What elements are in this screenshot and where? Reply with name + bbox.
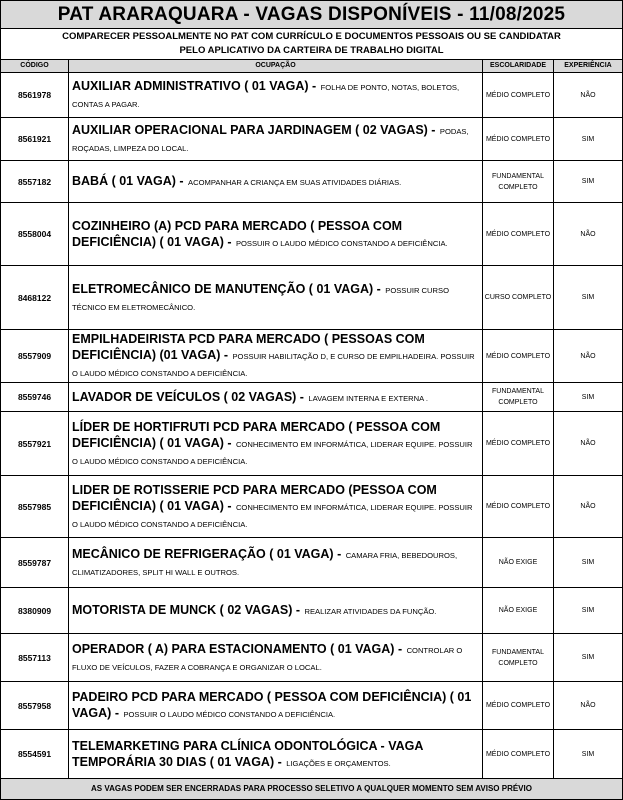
occupation-title: LÍDER DE HORTIFRUTI PCD PARA MERCADO ( PESSOA COM DEFICIÊNCIA) ( 01 VAGA) -	[72, 419, 441, 450]
job-code: 8559787	[17, 557, 52, 568]
occupation-description: POSSUIR CURSO TÉCNICO EM ELETROMECÂNICO.	[72, 285, 449, 312]
header-occupation: OCUPAÇÃO	[255, 62, 296, 69]
occupation-description: LIGAÇÕES E ORÇAMENTOS.	[286, 758, 391, 768]
occupation-title: EMPILHADEIRISTA PCD PARA MERCADO ( PESSOAS COM DEFICIÊNCIA) (01 VAGA) -	[72, 332, 425, 362]
header-education: ESCOLARIDADE	[489, 62, 546, 69]
occupation-title: PADEIRO PCD PARA MERCADO ( PESSOA COM DEFICIÊNCIA) ( 01 VAGA) -	[72, 690, 472, 720]
job-code: 8380909	[17, 605, 52, 616]
education-cell: MÉDIO COMPLETO	[485, 135, 551, 143]
header-code: CÓDIGO	[20, 62, 49, 69]
experience-cell: SIM	[581, 559, 595, 566]
occupation-cell	[72, 730, 478, 778]
column-divider	[482, 59, 483, 779]
job-code: 8559746	[17, 392, 52, 402]
job-code: 8554591	[17, 749, 52, 759]
notice-line-1: COMPARECER PESSOALMENTE NO PAT COM CURRÍCULO E DOCUMENTOS PESSOAIS OU SE CANDIDATAR	[62, 31, 561, 42]
column-divider	[553, 59, 554, 779]
table-row	[1, 412, 622, 476]
occupation-title: OPERADOR ( A) PARA ESTACIONAMENTO ( 01 VAGA) -	[72, 641, 403, 656]
occupation-title: LIDER DE ROTISSERIE PCD PARA MERCADO (PESSOA COM DEFICIÊNCIA) ( 01 VAGA) -	[72, 482, 437, 513]
table-header	[1, 59, 622, 73]
table-row	[1, 383, 622, 412]
header-experience: EXPERIÊNCIA	[564, 62, 612, 69]
experience-cell: SIM	[581, 178, 595, 185]
job-code: 8557909	[17, 351, 52, 361]
occupation-cell	[72, 538, 478, 587]
education-cell: MÉDIO COMPLETO	[485, 503, 551, 510]
table-row	[1, 73, 622, 118]
experience-cell: NÃO	[580, 503, 596, 510]
occupation-cell	[72, 412, 478, 475]
table-row	[1, 634, 622, 682]
job-code: 8557985	[17, 501, 52, 512]
table-row	[1, 730, 622, 779]
experience-cell: NÃO	[580, 230, 596, 238]
experience-cell: SIM	[581, 393, 595, 401]
experience-cell: NÃO	[580, 352, 596, 360]
occupation-title: MECÂNICO DE REFRIGERAÇÃO ( 01 VAGA) -	[72, 546, 342, 561]
occupation-cell	[72, 266, 478, 329]
occupation-cell	[72, 634, 478, 681]
experience-cell: SIM	[581, 294, 595, 301]
education-cell: FUNDAMENTAL COMPLETO	[492, 172, 544, 191]
education-cell: FUNDAMENTAL COMPLETO	[492, 648, 544, 667]
job-code: 8557921	[17, 438, 52, 449]
occupation-title: MOTORISTA DE MUNCK ( 02 VAGAS) -	[72, 603, 301, 617]
table-row	[1, 538, 622, 588]
job-code: 8557958	[17, 700, 52, 711]
table-row	[1, 476, 622, 538]
occupation-title: COZINHEIRO (A) PCD PARA MERCADO ( PESSOA COM DEFICIÊNCIA) ( 01 VAGA) -	[72, 218, 403, 249]
occupation-cell	[72, 73, 478, 117]
experience-cell: NÃO	[580, 702, 596, 709]
table-row	[1, 682, 622, 730]
occupation-description: POSSUIR O LAUDO MÉDICO CONSTANDO A DEFICIÊNCIA.	[123, 710, 336, 719]
occupation-cell	[72, 118, 478, 160]
occupation-title: AUXILIAR OPERACIONAL PARA JARDINAGEM ( 02 VAGAS) -	[72, 123, 436, 137]
education-cell: NÃO EXIGE	[498, 559, 538, 566]
notice-line-2: PELO APLICATIVO DA CARTEIRA DE TRABALHO DIGITAL	[179, 45, 444, 56]
experience-cell: SIM	[581, 607, 595, 614]
occupation-description: CONTROLAR O FLUXO DE VEÍCULOS, FAZER A COBRANÇA E ORGANIZAR O LOCAL.	[72, 645, 463, 672]
occupation-title: BABÁ ( 01 VAGA) -	[72, 174, 184, 188]
table-row	[1, 588, 622, 634]
education-cell: CURSO COMPLETO	[484, 294, 552, 301]
occupation-description: LAVAGEM INTERNA E EXTERNA .	[308, 393, 428, 403]
experience-cell: SIM	[581, 654, 595, 661]
occupation-cell	[72, 161, 478, 202]
occupation-title: ELETROMECÂNICO DE MANUTENÇÃO ( 01 VAGA) -	[72, 281, 381, 296]
page-title: PAT ARARAQUARA - VAGAS DISPONÍVEIS - 11/08/2025	[1, 1, 622, 29]
education-cell: MÉDIO COMPLETO	[485, 440, 551, 447]
job-code: 8558004	[17, 229, 52, 239]
occupation-title: LAVADOR DE VEÍCULOS ( 02 VAGAS) -	[72, 389, 304, 404]
occupation-description: PODAS, ROÇADAS, LIMPEZA DO LOCAL.	[72, 127, 469, 153]
occupation-cell	[72, 330, 478, 382]
job-code: 8561978	[17, 90, 52, 100]
occupation-cell	[72, 682, 478, 729]
job-code: 8468122	[17, 292, 52, 303]
occupation-description: CAMARA FRIA, BEBEDOUROS, CLIMATIZADORES, SPLIT HI WALL E OUTROS.	[72, 550, 458, 577]
occupation-description: POSSUIR O LAUDO MÉDICO CONSTANDO A DEFICIÊNCIA.	[235, 238, 448, 248]
notice	[1, 29, 622, 59]
occupation-description: FOLHA DE PONTO, NOTAS, BOLETOS, CONTAS A PAGAR.	[72, 83, 460, 109]
occupation-description: CONHECIMENTO EM INFORMÁTICA, LIDERAR EQUIPE. POSSUIR O LAUDO MÉDICO CONSTANDO A DEFICIÊNCIA.	[72, 502, 473, 529]
occupation-cell	[72, 383, 478, 411]
occupation-description: REALIZAR ATIVIDADES DA FUNÇÃO.	[304, 607, 437, 616]
education-cell: MÉDIO COMPLETO	[485, 230, 551, 238]
education-cell: MÉDIO COMPLETO	[485, 91, 551, 99]
job-code: 8557182	[17, 176, 52, 187]
experience-cell: SIM	[581, 750, 595, 758]
table-row	[1, 118, 622, 161]
occupation-cell	[72, 588, 478, 633]
education-cell: NÃO EXIGE	[498, 607, 538, 614]
job-code: 8557113	[18, 652, 51, 663]
education-cell: MÉDIO COMPLETO	[485, 352, 551, 360]
experience-cell: NÃO	[580, 91, 596, 99]
occupation-description: ACOMPANHAR A CRIANÇA EM SUAS ATIVIDADES DIÁRIAS.	[188, 178, 402, 187]
education-cell: FUNDAMENTAL COMPLETO	[492, 388, 544, 406]
table-row	[1, 330, 622, 383]
experience-cell: NÃO	[580, 440, 596, 447]
occupation-cell	[72, 203, 478, 265]
occupation-title: AUXILIAR ADMINISTRATIVO ( 01 VAGA) -	[72, 79, 317, 93]
education-cell: MÉDIO COMPLETO	[485, 750, 551, 758]
table-row	[1, 161, 622, 203]
footer-note: AS VAGAS PODEM SER ENCERRADAS PARA PROCESSO SELETIVO A QUALQUER MOMENTO SEM AVISO PRÉVIO	[1, 779, 622, 799]
table-row	[1, 203, 622, 266]
table-row	[1, 266, 622, 330]
occupation-description: POSSUIR HABILITAÇÃO D, E CURSO DE EMPILHADEIRA. POSSUIR O LAUDO MÉDICO CONSTANDO A DEFICIÊNCIA.	[72, 352, 475, 378]
column-divider	[68, 59, 69, 779]
occupation-title: TELEMARKETING PARA CLÍNICA ODONTOLÓGICA - VAGA TEMPORÁRIA 30 DIAS ( 01 VAGA) -	[72, 738, 423, 769]
occupation-description: CONHECIMENTO EM INFORMÁTICA, LIDERAR EQUIPE. POSSUIR O LAUDO MÉDICO CONSTANDO A DEFICIÊNCIA.	[72, 439, 473, 466]
experience-cell: SIM	[581, 135, 595, 143]
education-cell: MÉDIO COMPLETO	[485, 702, 551, 709]
occupation-cell	[72, 476, 478, 537]
job-code: 8561921	[17, 134, 52, 144]
